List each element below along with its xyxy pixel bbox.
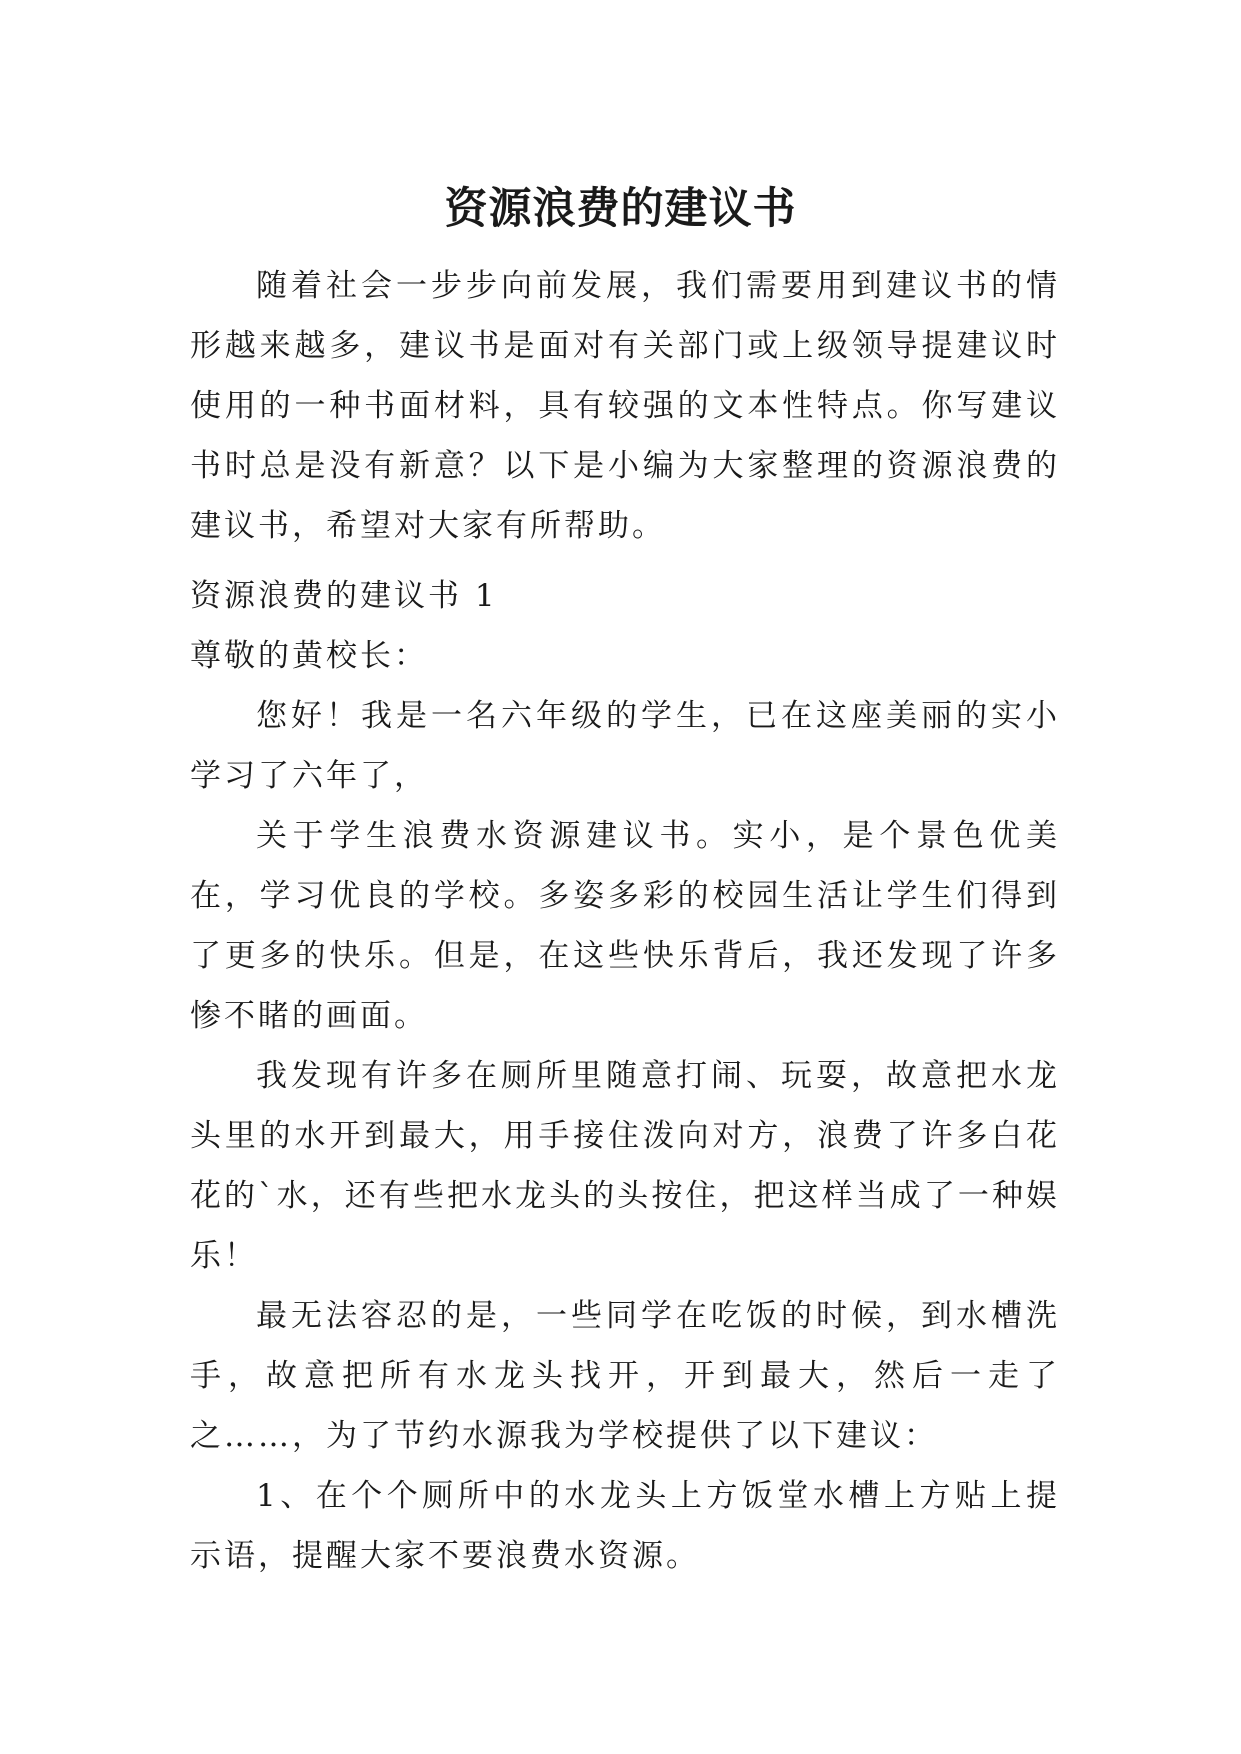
body-paragraph: 1、在个个厕所中的水龙头上方饭堂水槽上方贴上提示语，提醒大家不要浪费水资源。 <box>190 1478 1060 1574</box>
salutation: 尊敬的黄校长： <box>190 638 428 674</box>
section-heading: 资源浪费的建议书 1 <box>190 578 498 614</box>
document-title: 资源浪费的建议书 <box>444 183 797 234</box>
body-paragraph: 最无法容忍的是，一些同学在吃饭的时候，到水槽洗手，故意把所有水龙头找开，开到最大，然后一走了之……，为了节约水源我为学校提供了以下建议： <box>190 1298 1060 1454</box>
intro-paragraph: 随着社会一步步向前发展，我们需要用到建议书的情形越来越多，建议书是面对有关部门或上级领导提建议时使用的一种书面材料，具有较强的文本性特点。你写建议书时总是没有新意？以下是小编为大家整理的资源浪费的建议书，希望对大家有所帮助。 <box>190 268 1060 544</box>
letter-block <box>190 566 1060 1586</box>
intro-block <box>190 256 1060 556</box>
body-paragraph: 您好！我是一名六年级的学生，已在这座美丽的实小学习了六年了， <box>190 698 1060 794</box>
body-paragraph: 我发现有许多在厕所里随意打闹、玩耍，故意把水龙头里的水开到最大，用手接住泼向对方，浪费了许多白花花的`水，还有些把水龙头的头按住，把这样当成了一种娱乐！ <box>190 1058 1060 1274</box>
body-paragraph: 关于学生浪费水资源建议书。实小，是个景色优美在，学习优良的学校。多姿多彩的校园生活让学生们得到了更多的快乐。但是，在这些快乐背后，我还发现了许多惨不睹的画面。 <box>190 818 1060 1034</box>
